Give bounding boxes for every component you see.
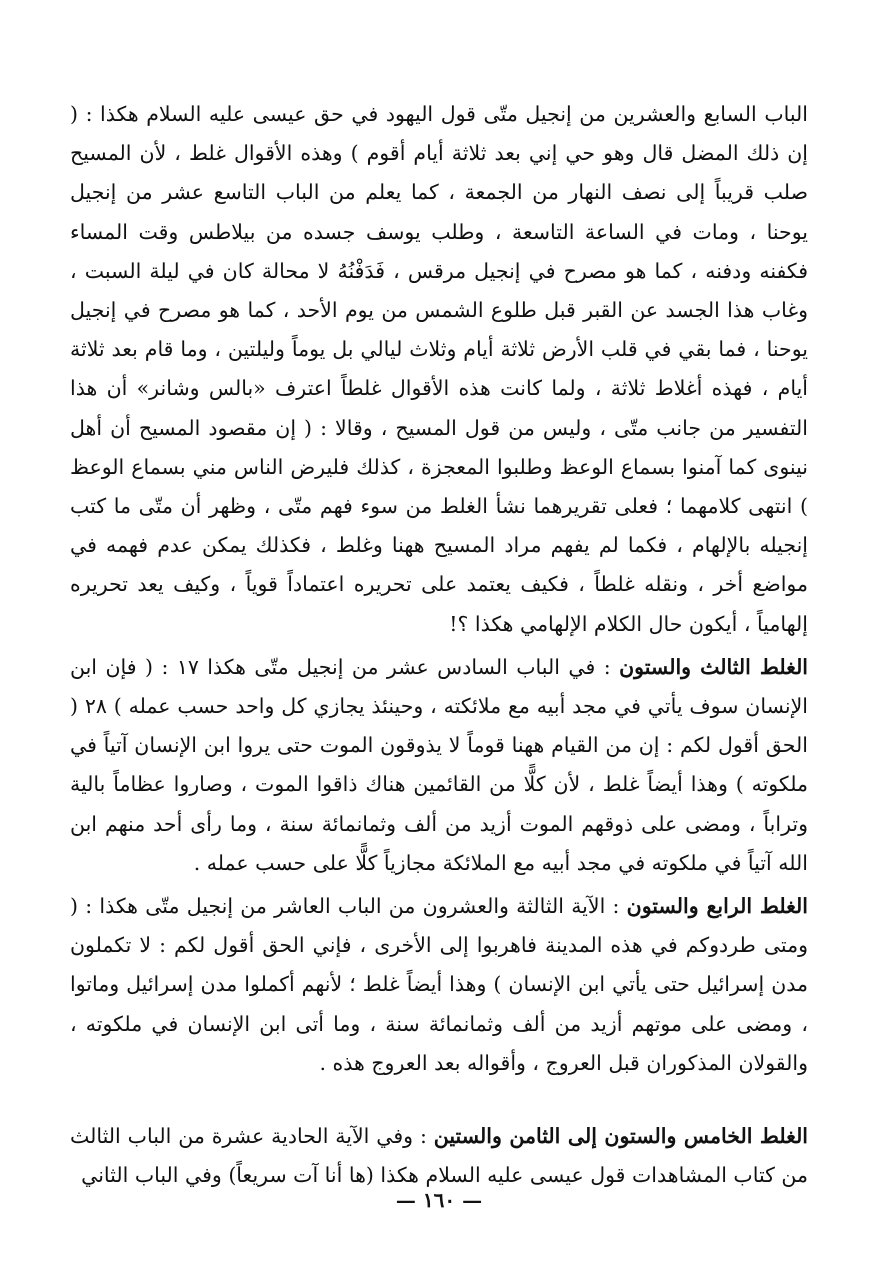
page-number: — ١٦٠ — [395,1188,483,1212]
paragraph-2-text: : في الباب السادس عشر من إنجيل متّى هكذا ١٧ : ( فإن ابن الإنسان سوف يأتي في مجد أبيه مع ملائكته ، وحينئذ يجازي كل واحد حسب عمله ) ٢٨ ( الحق أقول لكم : إن من القيام ههنا قوماً لا يذوقون الموت حتى يروا ابن الإنسان آتياً في ملكوته ) وهذا أيضاً غلط ، لأن كلًّا من القائمين هناك ذاقوا الموت ، وصاروا عظاماً بالية وتراباً ، ومضى على ذوقهم الموت أزيد من ألف وثمانمائة سنة ، وما رأى أحد منهم ابن الله آتياً في ملكوته في مجد أبيه مع الملائكة مجازياً كلًّا على حسب عمله . [70,654,808,875]
paragraph-1 [70,95,808,644]
page-body [70,95,808,1195]
paragraph-2 [70,648,808,883]
paragraph-3-text: : الآية الثالثة والعشرون من الباب العاشر من إنجيل متّى هكذا : ( ومتى طردوكم في هذه المدينة فاهربوا إلى الأخرى ، فإني الحق أقول لكم : لا تكملون مدن إسرائيل حتى يأتي ابن الإنسان ) وهذا أيضاً غلط ؛ لأنهم أكملوا مدن إسرائيل وماتوا ، ومضى على موتهم أزيد من ألف وثمانمائة سنة ، وما أتى ابن الإنسان في ملكوته ، والقولان المذكوران قبل العروج ، وأقواله بعد العروج هذه . [70,894,808,1075]
paragraph-1-text: الباب السابع والعشرين من إنجيل متّى قول اليهود في حق عيسى عليه السلام هكذا : ( إن ذلك المضل قال وهو حي إني بعد ثلاثة أيام أقوم ) وهذه الأقوال غلط ، لأن المسيح صلب قريباً إلى نصف النهار من الجمعة ، كما يعلم من الباب التاسع عشر من إنجيل يوحنا ، ومات في الساعة التاسعة ، وطلب يوسف جسده من بيلاطس وقت المساء فكفنه ودفنه ، كما هو مصرح في إنجيل مرقس ، فَدَفْنُهُ لا محالة كان في ليلة السبت ، وغاب هذا الجسد عن القبر قبل طلوع الشمس من يوم الأحد ، كما هو مصرح في إنجيل يوحنا ، فما بقي في قلب الأرض ثلاثة أيام وثلاث ليالي بل يوماً وليلتين ، وما قام بعد ثلاثة أيام ، فهذه أغلاط ثلاثة ، ولما كانت هذه الأقوال غلطاً اعترف «بالس وشانر» أن هذا التفسير من جانب متّى ، وليس من قول المسيح ، وقالا : ( إن مقصود المسيح أن أهل نينوى كما آمنوا بسماع الوعظ وطلبوا المعجزة ، كذلك فليرض الناس مني بسماع الوعظ ) انتهى كلامهما ؛ فعلى تقريرهما نشأ الغلط من سوء فهم متّى ، وظهر أن متّى ما كتب إنجيله بالإلهام ، فكما لم يفهم مراد المسيح ههنا وغلط ، فكذلك يمكن عدم فهمه في مواضع أخر ، ونقله غلطاً ، فكيف يعتمد على تحريره اعتماداً قوياً ، وكيف يعد تحريره إلهامياً ، أيكون حال الكلام الإلهامي هكذا ؟! [70,102,808,636]
paragraph-4 [70,1117,808,1195]
paragraph-2-heading: الغلط الثالث والستون [619,654,809,679]
paragraph-4-heading: الغلط الخامس والستون إلى الثامن والستين [433,1124,809,1149]
paragraph-3 [70,887,808,1083]
paragraph-4-text: : وفي الآية الحادية عشرة من الباب الثالث من كتاب المشاهدات قول عيسى عليه السلام هكذا (ها أنا آت سريعاً) وفي الباب الثاني [70,1124,808,1188]
paragraph-3-heading: الغلط الرابع والستون [626,894,808,919]
